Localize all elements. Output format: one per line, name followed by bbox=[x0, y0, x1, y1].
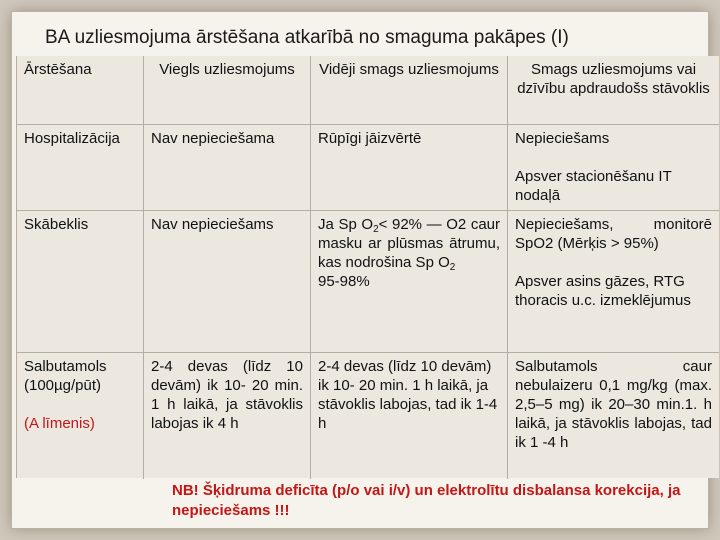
slide-title: BA uzliesmojuma ārstēšana atkarībā no smaguma pakāpes (I) bbox=[45, 27, 569, 48]
oxygen-moderate-target: 95-98% bbox=[318, 273, 370, 290]
oxygen-severe-line2: Apsver asins gāzes, RTG thoracis u.c. izmeklējumus bbox=[515, 273, 691, 309]
hospitalization-severe-line1: Nepieciešams bbox=[515, 130, 610, 147]
oxygen-subscript: 2 bbox=[373, 224, 379, 235]
oxygen-moderate bbox=[311, 211, 508, 353]
oxygen-mild: Nav nepieciešams bbox=[144, 211, 311, 353]
table-row-hospitalization bbox=[17, 124, 719, 211]
oxygen-severe-line1: Nepieciešams, monitorē SpO2 (Mērķis > 95%) bbox=[515, 216, 712, 252]
table-row-salbutamol bbox=[17, 352, 719, 479]
salbutamol-label: Salbutamols (100µg/pūt) bbox=[24, 358, 107, 394]
header-mild: Viegls uzliesmojums bbox=[144, 56, 311, 124]
oxygen-severe bbox=[508, 211, 719, 353]
oxygen-subscript: 2 bbox=[449, 262, 456, 273]
treatment-table bbox=[16, 56, 719, 478]
row-label-salbutamol bbox=[17, 353, 144, 479]
hospitalization-mild: Nav nepieciešama bbox=[144, 125, 311, 211]
oxygen-o2-digit: 2 bbox=[457, 216, 467, 233]
oxygen-moderate-text-c: caur masku ar plūsmas ātrumu, kas nodrošina Sp O bbox=[318, 216, 501, 271]
oxygen-moderate-text-a: Ja Sp O bbox=[318, 216, 374, 233]
hospitalization-severe-line2: Apsver stacionēšanu IT nodaļā bbox=[515, 168, 672, 204]
row-label-oxygen: Skābeklis bbox=[17, 211, 144, 353]
header-moderate: Vidēji smags uzliesmojums bbox=[311, 56, 508, 124]
header-severe: Smags uzliesmojums vai dzīvību apdraudošs stāvoklis bbox=[517, 61, 710, 97]
salbutamol-moderate: 2-4 devas (līdz 10 devām) ik 10- 20 min. 1 h laikā, ja stāvoklis labojas, tad ik 1-4 h bbox=[311, 353, 508, 479]
salbutamol-severe: Salbutamols caur nebulaizeru 0,1 mg/kg (max. 2,5–5 mg) ik 20–30 min.1. h laikā, ja stāvoklis labojas, tad ik 1 -4 h bbox=[515, 358, 712, 451]
header-treatment: Ārstēšana bbox=[17, 56, 144, 124]
nb-note: NB! Šķidruma deficīta (p/o vai i/v) un elektrolītu disbalansa korekcija, ja nepieciešams !!! bbox=[172, 482, 681, 519]
oxygen-moderate-text-b: < 92% — O bbox=[378, 216, 458, 233]
hospitalization-severe bbox=[508, 125, 719, 211]
salbutamol-mild: 2-4 devas (līdz 10 devām) ik 10- 20 min. 1 h laikā, ja stāvoklis labojas ik 4 h bbox=[144, 353, 311, 479]
salbutamol-evidence-level: (A līmenis) bbox=[24, 415, 95, 432]
hospitalization-moderate: Rūpīgi jāizvērtē bbox=[311, 125, 508, 211]
table-row-oxygen bbox=[17, 210, 719, 353]
row-label-hospitalization: Hospitalizācija bbox=[17, 125, 144, 211]
table-header-row bbox=[17, 56, 719, 124]
